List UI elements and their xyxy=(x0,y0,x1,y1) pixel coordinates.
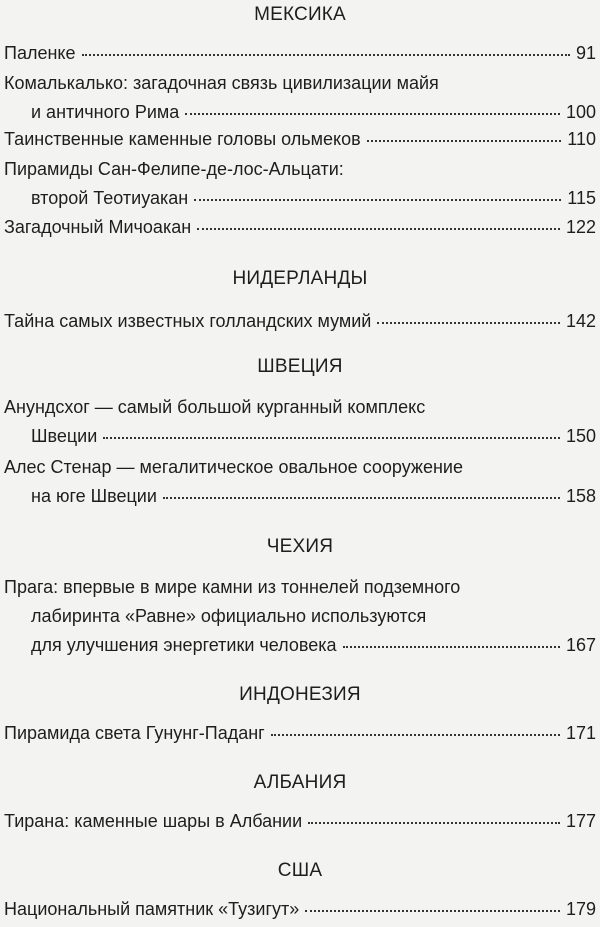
entry-title: Пирамиды Сан-Фелипе-де-лос-Альцати: xyxy=(4,159,344,179)
dot-leader xyxy=(103,435,560,439)
entry-title: лабиринта «Равне» официально используются xyxy=(31,606,427,626)
entry-title: Алес Стенар — мегалитическое овальное сооружение xyxy=(4,457,463,477)
entry-title: Таинственные каменные головы ольмеков xyxy=(4,129,361,149)
entry-title: Комалькалько: загадочная связь цивилизации майя xyxy=(4,73,439,93)
entry-title: Тайна самых известных голландских мумий xyxy=(4,311,372,331)
page-number: 158 xyxy=(565,486,596,506)
entry-title: Анундсхог — самый большой курганный комплекс xyxy=(4,397,426,417)
entry-title: на юге Швеции xyxy=(31,486,157,506)
toc-entry[interactable] xyxy=(4,898,596,927)
toc-entry[interactable] xyxy=(4,72,596,130)
entry-title: Национальный памятник «Тузигут» xyxy=(4,899,300,919)
entry-title: Швеции xyxy=(31,426,98,446)
entry-title: Тирана: каменные шары в Албании xyxy=(4,811,303,831)
entry-title: Прага: впервые в мире камни из тоннелей подземного xyxy=(4,577,461,597)
toc-entry[interactable] xyxy=(4,216,596,245)
page-number: 122 xyxy=(565,217,596,237)
toc-entry[interactable] xyxy=(4,722,596,751)
toc-entry[interactable] xyxy=(4,810,596,839)
dot-leader xyxy=(271,732,560,736)
dot-leader xyxy=(197,226,560,230)
toc-entry[interactable] xyxy=(4,456,596,514)
dot-leader xyxy=(82,52,570,56)
section-heading: АЛБАНИЯ xyxy=(253,772,347,793)
dot-leader xyxy=(308,820,560,824)
entry-title: второй Теотиуакан xyxy=(31,188,189,208)
dot-leader xyxy=(367,138,562,142)
entry-title: для улучшения энергетики человека xyxy=(31,635,337,655)
page-number: 91 xyxy=(575,43,596,63)
dot-leader xyxy=(305,908,560,912)
dot-leader xyxy=(343,644,560,648)
dot-leader xyxy=(163,495,560,499)
section-heading: ИНДОНЕЗИЯ xyxy=(239,684,361,705)
entry-title: и античного Рима xyxy=(31,102,180,122)
section-heading: НИДЕРЛАНДЫ xyxy=(232,268,368,289)
page-number: 167 xyxy=(565,635,596,655)
section-heading: МЕКСИКА xyxy=(254,4,346,25)
section-heading: ШВЕЦИЯ xyxy=(257,356,343,377)
section-heading: ЧЕХИЯ xyxy=(266,536,334,557)
page-number: 150 xyxy=(565,426,596,446)
page-number: 100 xyxy=(565,102,596,122)
dot-leader xyxy=(194,197,561,201)
page-number: 171 xyxy=(565,723,596,743)
page-number: 115 xyxy=(567,188,596,208)
toc-entry[interactable] xyxy=(4,158,596,216)
toc-entry[interactable] xyxy=(4,128,596,157)
dot-leader xyxy=(377,320,560,324)
toc-entry[interactable] xyxy=(4,396,596,454)
section-heading: США xyxy=(277,860,323,881)
page-number: 177 xyxy=(565,811,596,831)
toc-entry[interactable] xyxy=(4,42,596,71)
page-number: 110 xyxy=(567,129,596,149)
toc-entry[interactable] xyxy=(4,310,596,339)
entry-title: Паленке xyxy=(4,43,76,63)
page-number: 179 xyxy=(565,899,596,919)
entry-title: Пирамида света Гунунг-Паданг xyxy=(4,723,265,743)
entry-title: Загадочный Мичоакан xyxy=(4,217,192,237)
page-number: 142 xyxy=(565,311,596,331)
toc-entry[interactable] xyxy=(4,576,596,663)
dot-leader xyxy=(185,111,560,115)
